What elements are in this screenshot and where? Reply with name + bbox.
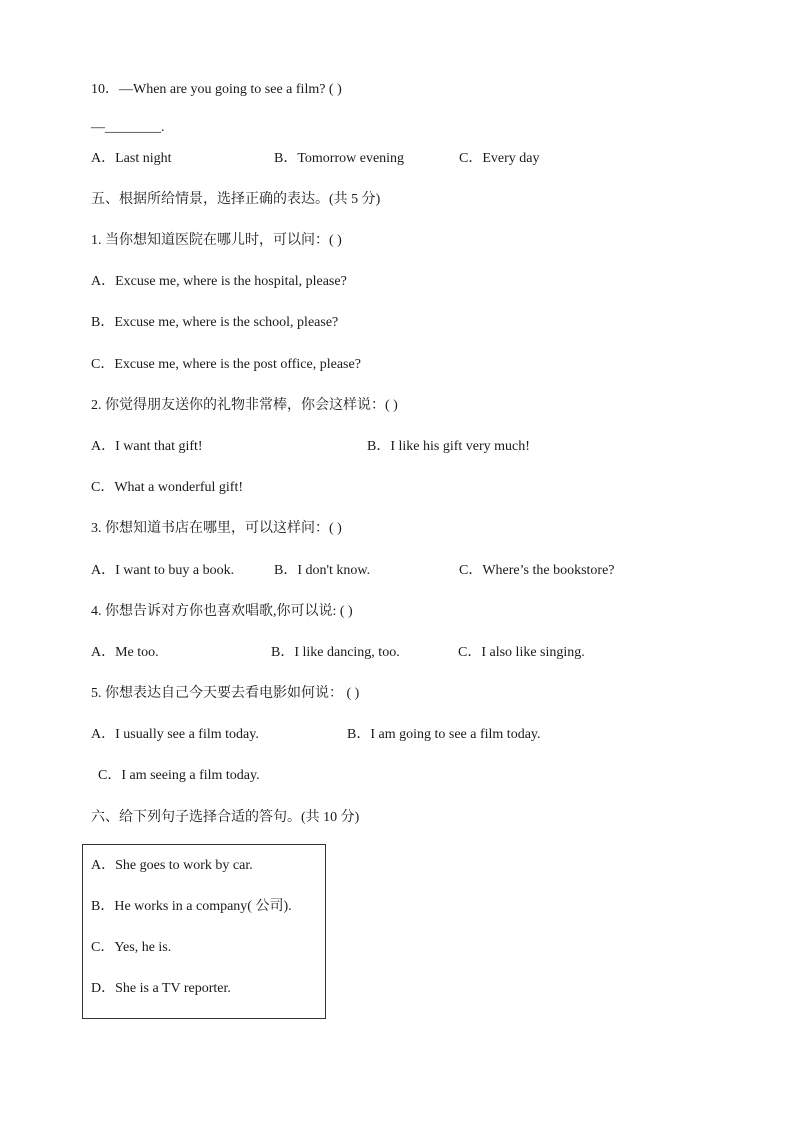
q1-option-c: C．Excuse me, where is the post office, please? (91, 357, 361, 372)
q4-option-a: A．Me too. (91, 645, 159, 660)
q4-option-b: B．I like dancing, too. (271, 645, 400, 660)
q3-option-a: A．I want to buy a book. (91, 563, 235, 578)
answer-choice-d: D．She is a TV reporter. (91, 981, 231, 996)
q10-option-c: C．Every day (459, 151, 540, 166)
q2-stem: 2. 你觉得朋友送你的礼物非常棒，你会这样说：( ) (91, 398, 398, 413)
q3-option-b: B．I don't know. (274, 563, 371, 578)
q1-option-a: A．Excuse me, where is the hospital, please? (91, 274, 347, 289)
section-six-heading: 六、给下列句子选择合适的答句。(共 10 分) (91, 810, 360, 825)
q2-option-a: A．I want that gift! (91, 439, 203, 454)
q5-option-b: B．I am going to see a film today. (347, 727, 541, 742)
q1-option-b: B．Excuse me, where is the school, please? (91, 315, 339, 330)
q4-option-c: C．I also like singing. (458, 645, 585, 660)
q5-option-a: A．I usually see a film today. (91, 727, 259, 742)
q5-option-c: C．I am seeing a film today. (98, 768, 260, 783)
section-five-heading: 五、根据所给情景，选择正确的表达。(共 5 分) (91, 192, 381, 207)
q3-option-c: C．Where’s the bookstore? (459, 563, 615, 578)
q4-stem: 4. 你想告诉对方你也喜欢唱歌,你可以说: ( ) (91, 604, 353, 619)
q5-stem: 5. 你想表达自己今天要去看电影如何说： ( ) (91, 686, 360, 701)
answer-choice-a: A．She goes to work by car. (91, 858, 253, 873)
q2-option-c: C．What a wonderful gift! (91, 480, 244, 495)
q10-stem: 10．—When are you going to see a film? ( ) (91, 82, 342, 97)
q3-stem: 3. 你想知道书店在哪里，可以这样问：( ) (91, 521, 342, 536)
q10-answer-line: —________. (91, 120, 165, 135)
q1-stem: 1. 当你想知道医院在哪儿时，可以问：( ) (91, 233, 342, 248)
answer-choice-b: B．He works in a company( 公司). (91, 899, 292, 914)
q10-option-b: B．Tomorrow evening (274, 151, 405, 166)
q10-option-a: A．Last night (91, 151, 172, 166)
q2-option-b: B．I like his gift very much! (367, 439, 530, 454)
answer-choice-c: C．Yes, he is. (91, 940, 172, 955)
